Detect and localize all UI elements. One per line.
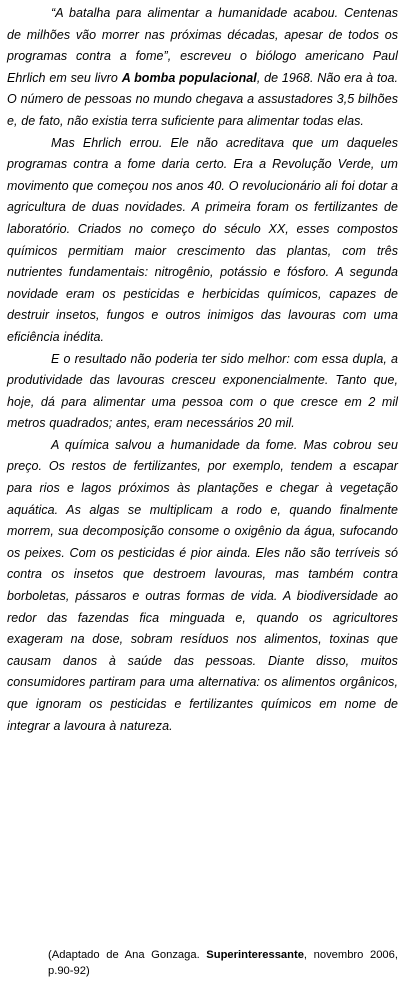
- paragraph-4: A química salvou a humanidade da fome. Mas cobrou seu preço. Os restos de fertilizantes, por exemplo, tendem a escapar para rios e lagos próximos às plantações e chegar à vegetação aquática. As algas se multiplicam a rodo e, quando finalmente morrem, sua decomposição consome o oxigênio da água, sufocando os peixes. Com os pesticidas é pior ainda. Eles não são terríveis só contra os insetos que destroem lavouras, mas também contra borboletas, pássaros e outras formas de vida. A biodiversidade ao redor das fazendas fica minguada e, quando os agricultores exageram na dose, sobram resíduos nos alimentos, toxinas que causam danos à saúde das pessoas. Diante disso, muitos consumidores partiram para uma alternativa: os alimentos orgânicos, que ignoram os pesticidas e fertilizantes químicos em nome de integrar a lavoura à natureza.: [7, 437, 398, 733]
- paragraph-3: E o resultado não poderia ter sido melhor: com essa dupla, a produtividade das lavouras cresceu exponencialmente. Tanto que, hoje, dá para alimentar uma pessoa com o que cresce em 2 mil metros quadrados; antes, eram necessários 20 mil.: [7, 351, 398, 431]
- paragraph-1-text-b: , de 1968. Não era à toa. O número de pessoas no mundo chegava a assustadores 3,5 bilhões e, de fato, não existia terra suficiente para alimentar todas elas.: [7, 70, 398, 128]
- source-prefix: (Adaptado de Ana Gonzaga.: [48, 949, 207, 961]
- paragraph-1: [7, 3, 398, 133]
- source-citation: [48, 948, 398, 979]
- magazine-name: Superinteressante: [206, 949, 304, 961]
- source-suffix: , novembro 2006, p.90-92): [48, 949, 398, 977]
- book-title: A bomba populacional: [121, 70, 257, 85]
- paragraph-1-text-a: “A batalha para alimentar a humanidade acabou. Centenas de milhões vão morrer nas próximas décadas, apesar de todos os programas contra a fome”, escreveu o biólogo americano Paul Ehrlich em seu livro: [7, 6, 398, 85]
- paragraph-2: Mas Ehrlich errou. Ele não acreditava que um daqueles programas contra a fome daria certo. Era a Revolução Verde, um movimento que começou nos anos 40. O revolucionário ali foi dotar a agricultura de duas novidades. A primeira foram os fertilizantes de laboratório. Criados no começo do século XX, esses compostos químicos permitiam maior crescimento das plantas, com três nutrientes fundamentais: nitrogênio, potássio e fósforo. A segunda novidade eram os pesticidas e herbicidas químicos, capazes de destruir insetos, fungos e outros inimigos das lavouras com uma eficiência inédita.: [7, 135, 398, 344]
- article-text: [7, 3, 398, 737]
